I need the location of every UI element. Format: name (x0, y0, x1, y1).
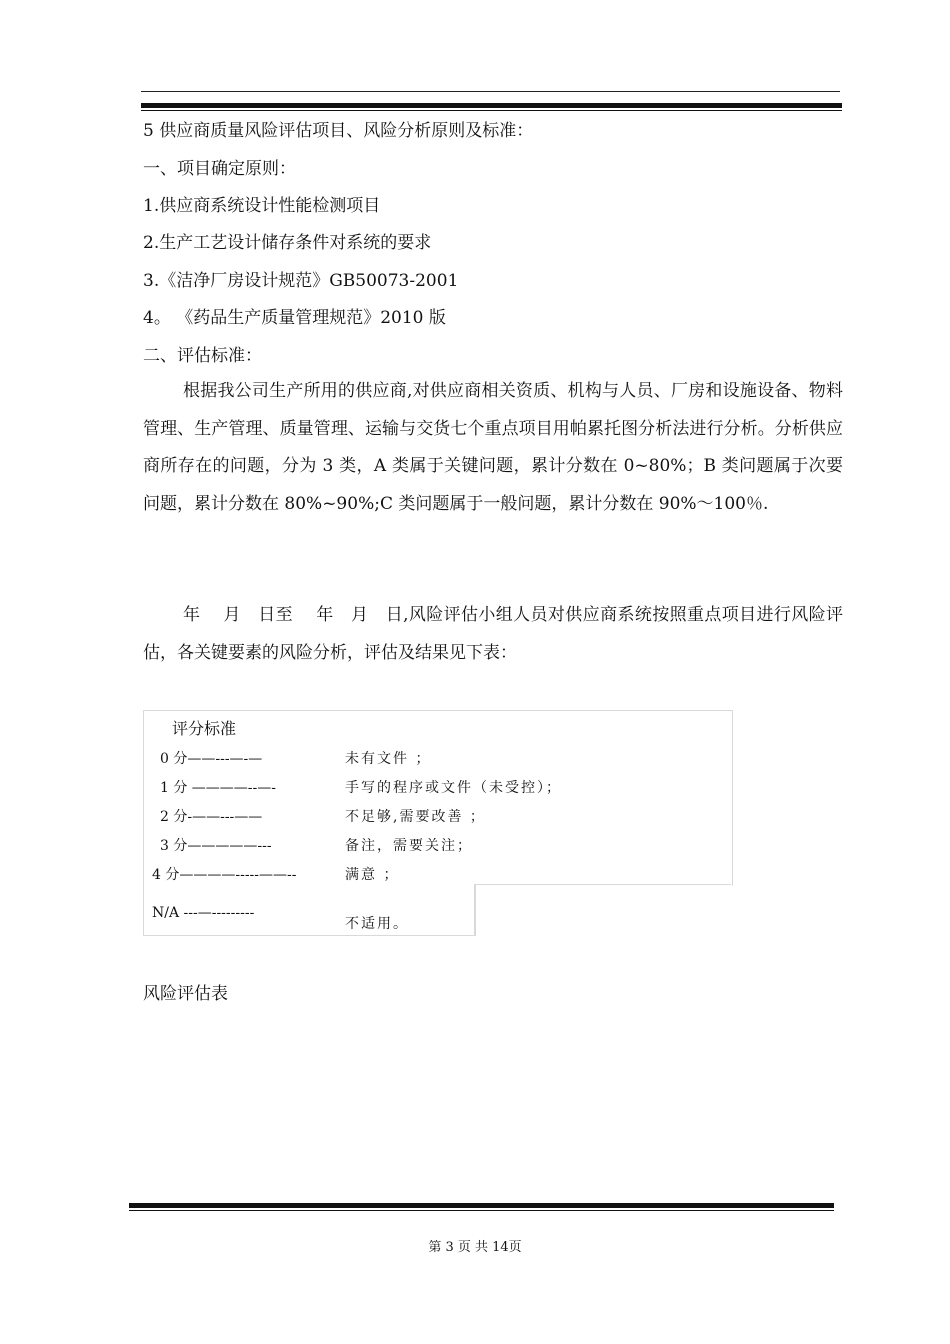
header-rule-thick (141, 103, 842, 108)
score-desc-na: 不适用。 (345, 916, 409, 932)
score-desc-4: 满意 ； (345, 867, 400, 883)
score-label-na: N/A ---—--------- (152, 905, 255, 921)
table-caption: 风险评估表 (143, 984, 228, 1004)
score-label-1: 1 分 ————--—- (160, 780, 276, 796)
footer-rule-thin (129, 1210, 834, 1211)
score-desc-1: 手写的程序或文件（未受控）； (345, 780, 562, 796)
score-label-3: 3 分—————--- (160, 838, 272, 854)
score-label-0: 0 分——---—-— (160, 751, 263, 767)
section2-title: 二、评估标准： (143, 346, 262, 366)
score-desc-2: 不足够,需要改善 ； (345, 809, 486, 825)
section1-item-2: 2.生产工艺设计储存条件对系统的要求 (143, 233, 432, 253)
header-rule-thin (141, 91, 840, 92)
criteria-paragraph: 根据我公司生产所用的供应商,对供应商相关资质、机构与人员、厂房和设施设备、物料管理、生产管理、质量管理、运输与交货七个重点项目用帕累托图分析法进行分析。分析供应商所存在的问题，分为 3 类，A 类属于关键问题，累计分数在 0~80%；B 类问题属于次要问题，累计分数在 80%~90%;C 类问题属于一般问题，累计分数在 90%～100％. (143, 381, 843, 514)
assessment-paragraph: 年 月 日至 年 月 日,风险评估小组人员对供应商系统按照重点项目进行风险评估，各关键要素的风险分析，评估及结果见下表： (143, 605, 843, 663)
scoring-title: 评分标准 (172, 719, 237, 738)
scoring-box-step (474, 884, 731, 885)
page-number: 第 3 页 共 14页 (428, 1240, 522, 1255)
section1-item-1: 1.供应商系统设计性能检测项目 (143, 196, 381, 216)
scoring-box-step-vertical (474, 884, 475, 935)
score-label-2: 2 分-——---—— (160, 809, 263, 825)
footer-rule-thick (129, 1203, 834, 1208)
section1-item-4: 4。 《药品生产质量管理规范》2010 版 (143, 308, 446, 328)
section-heading: 5 供应商质量风险评估项目、风险分析原则及标准： (143, 121, 534, 141)
score-desc-0: 未有文件 ； (345, 751, 432, 767)
header-rule-underline (141, 110, 842, 111)
section1-title: 一、项目确定原则： (143, 159, 296, 179)
score-label-4: 4 分————-----——-- (152, 867, 297, 883)
score-desc-3: 备注，需要关注； (345, 838, 473, 854)
section1-item-3: 3.《洁净厂房设计规范》GB50073-2001 (143, 271, 459, 291)
